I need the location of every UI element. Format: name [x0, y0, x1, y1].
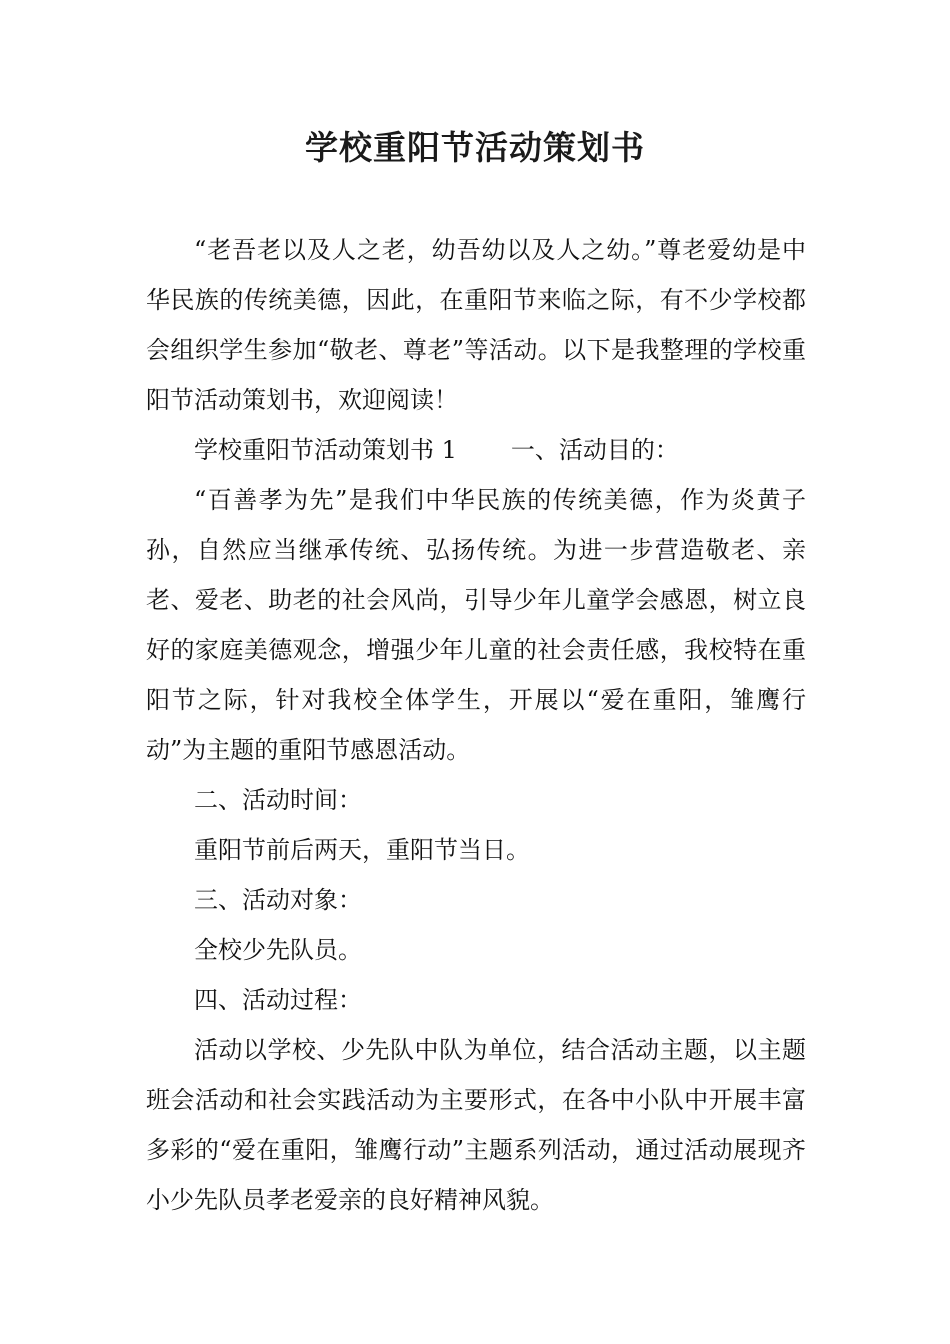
time-paragraph: 重阳节前后两天，重阳节当日。 — [194, 836, 530, 864]
document-title: 学校重阳节活动策划书 — [305, 128, 645, 167]
section-heading-line — [146, 425, 806, 475]
intro-paragraph: “老吾老以及人之老，幼吾幼以及人之幼。”尊老爱幼是中华民族的传统美德，因此，在重阳节来临之际，有不少学校都会组织学生参加“敬老、尊老”等活动。以下是我整理的学校重阳节活动策划书，欢迎阅读！ — [146, 236, 806, 414]
document-body — [146, 225, 806, 1225]
target-paragraph: 全校少先队员。 — [194, 936, 362, 964]
process-heading: 四、活动过程： — [194, 986, 362, 1014]
purpose-heading: 一、活动目的： — [510, 436, 679, 464]
time-heading: 二、活动时间： — [194, 786, 362, 814]
process-paragraph: 活动以学校、少先队中队为单位，结合活动主题，以主题班会活动和社会实践活动为主要形式，在各中小队中开展丰富多彩的“爱在重阳，雏鹰行动”主题系列活动，通过活动展现齐小少先队员孝老爱亲的良好精神风貌。 — [146, 1036, 806, 1214]
purpose-paragraph: “百善孝为先”是我们中华民族的传统美德，作为炎黄子孙，自然应当继承传统、弘扬传统。为进一步营造敬老、亲老、爱老、助老的社会风尚，引导少年儿童学会感恩，树立良好的家庭美德观念，增强少年儿童的社会责任感，我校特在重阳节之际，针对我校全体学生，开展以“爱在重阳，雏鹰行动”为主题的重阳节感恩活动。 — [146, 486, 806, 764]
target-heading: 三、活动对象： — [194, 886, 362, 914]
plan-subtitle: 学校重阳节活动策划书 1 — [194, 436, 457, 464]
